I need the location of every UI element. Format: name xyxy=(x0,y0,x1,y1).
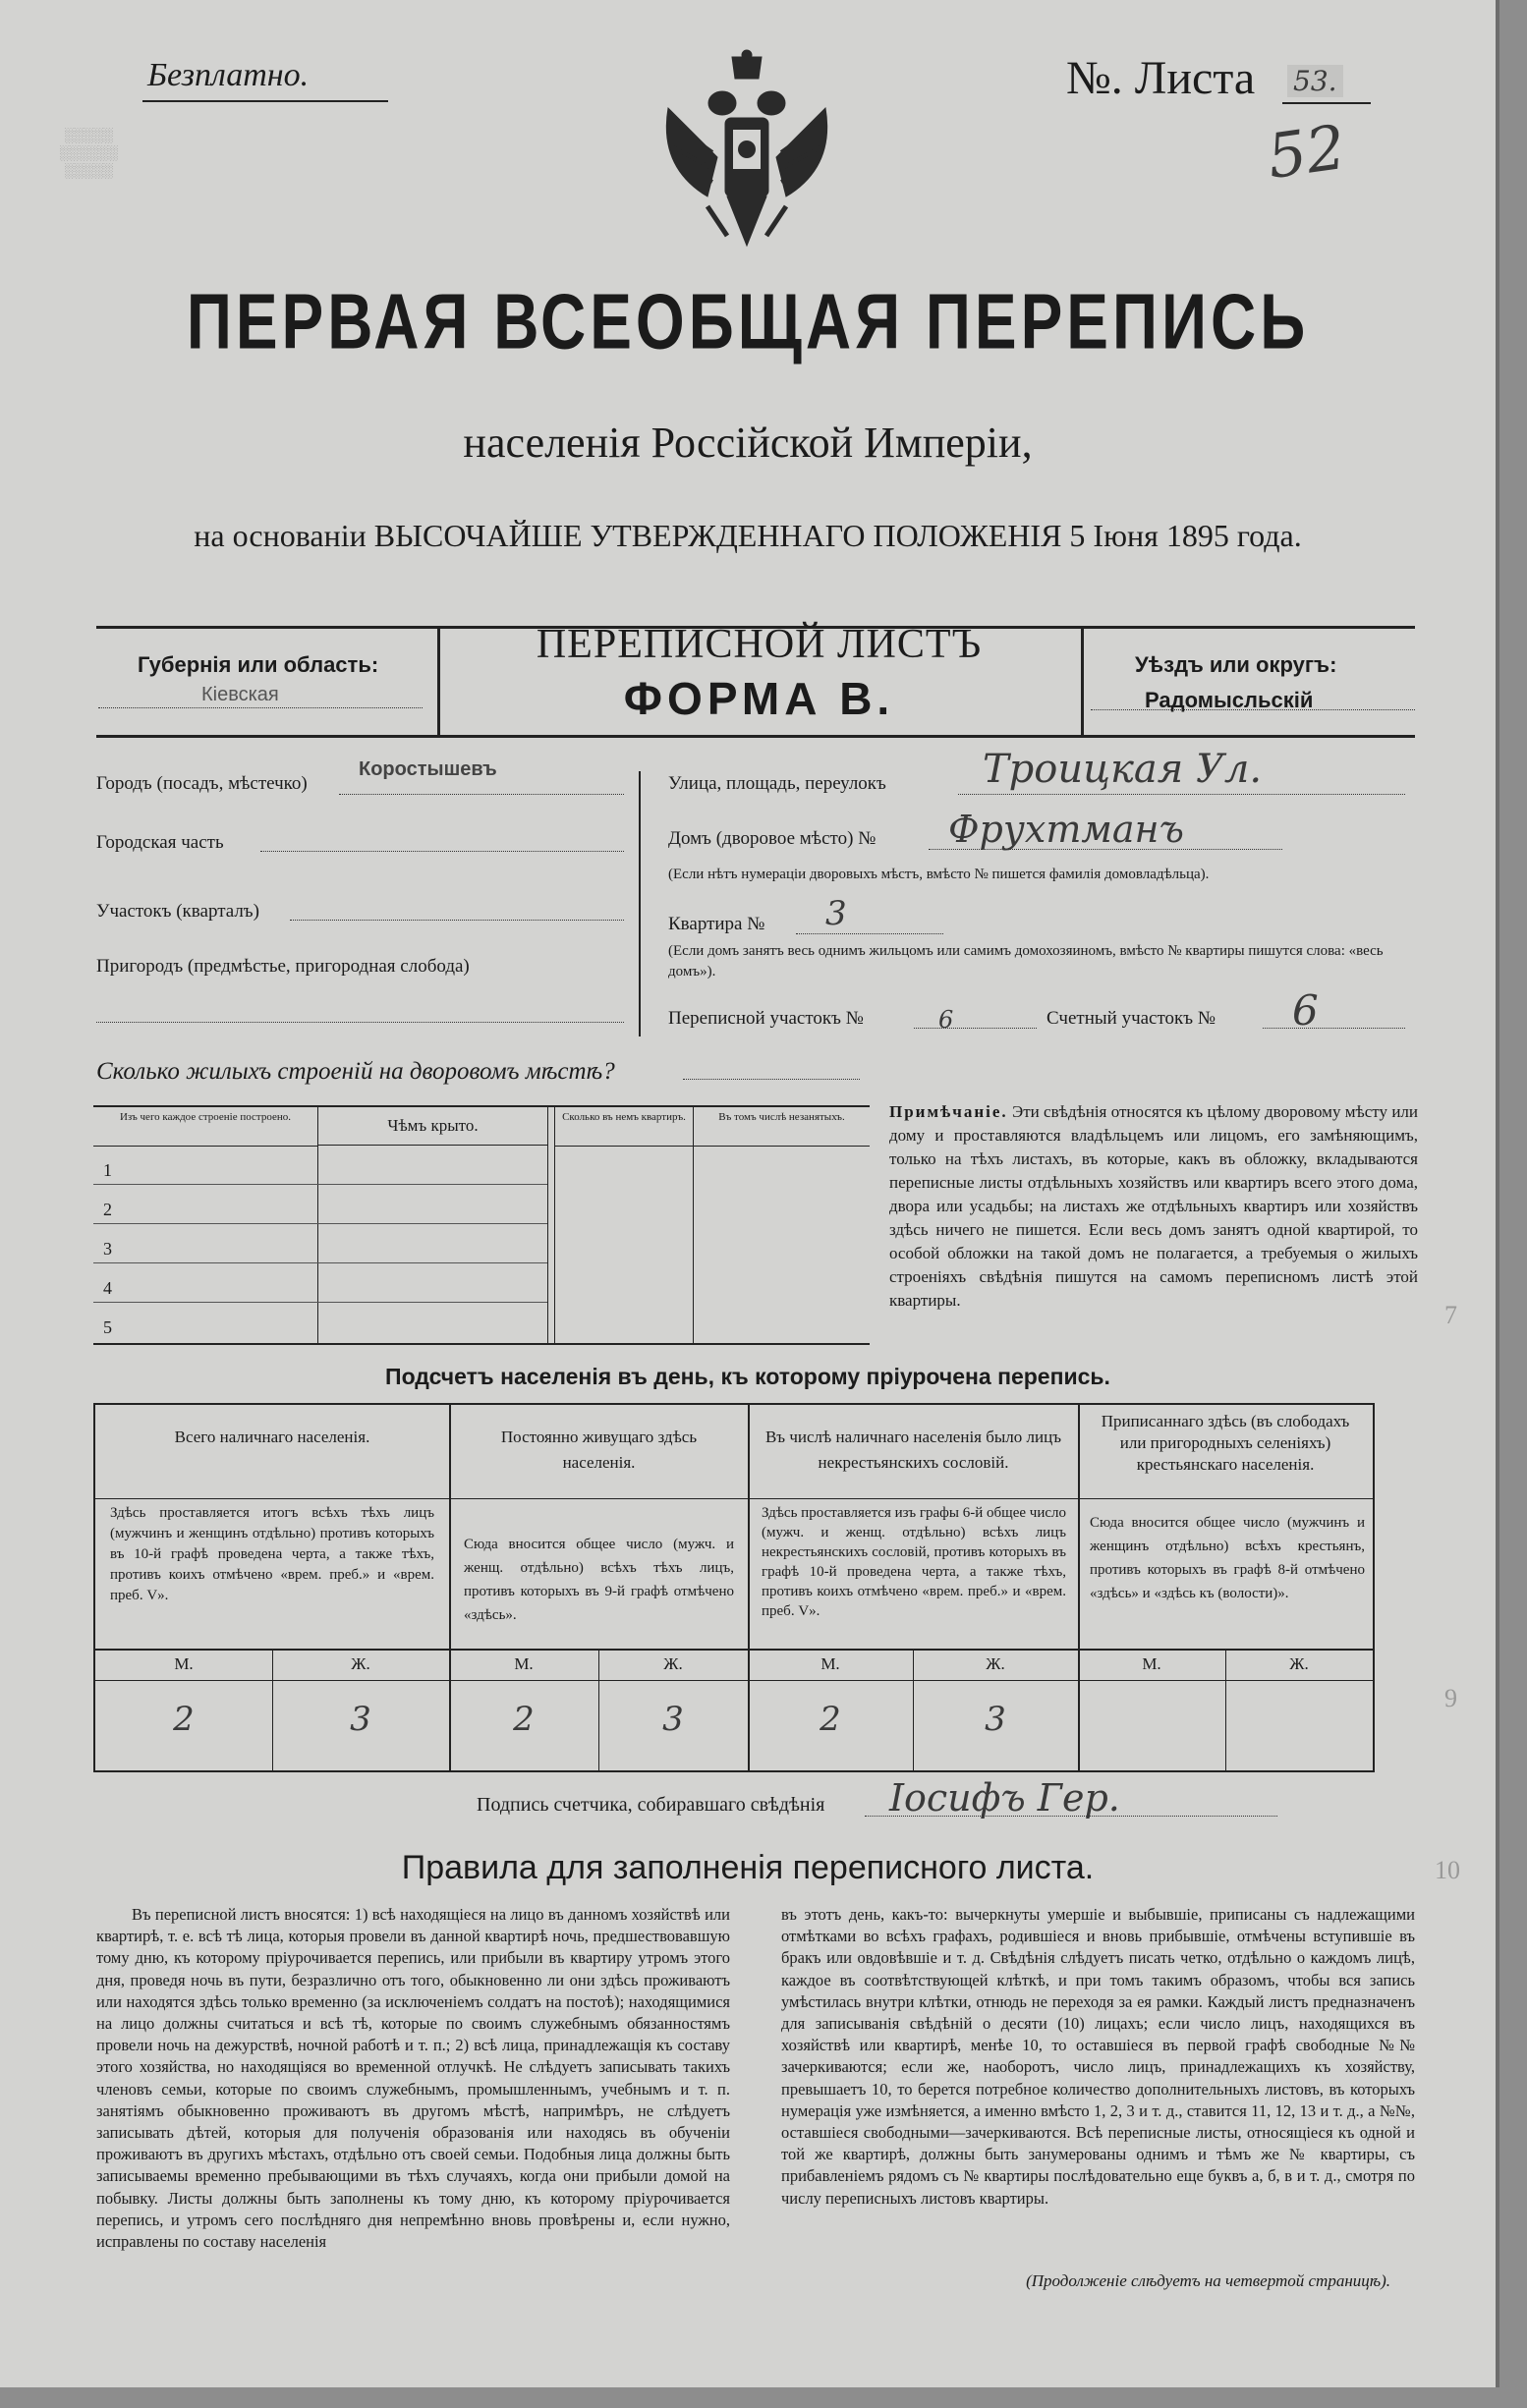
form-title: ФОРМА В. xyxy=(623,673,895,724)
page-title: ПЕРВАЯ ВСЕОБЩАЯ ПЕРЕПИСЬ xyxy=(186,277,1310,365)
sheet-number: 53. xyxy=(1287,65,1343,97)
suburb-label: Пригородъ (предмѣстье, пригородная слобода) xyxy=(96,956,470,977)
city-label: Городъ (посадъ, мѣстечко) xyxy=(96,773,308,794)
buildings-table xyxy=(93,1105,870,1345)
pop-col-desc: Сюда вносится общее число (мужчинъ и женщинъ отдѣльно) всѣхъ крестьянъ, противъ которыхъ въ графѣ 8-й отмѣчено «здѣсь» и «здѣсь къ (волости)». xyxy=(1090,1515,1365,1601)
buildings-row-rule xyxy=(93,1184,547,1185)
rules-continuation: (Продолженіе слѣдуетъ на четвертой страницѣ). xyxy=(1026,2271,1390,2290)
signature-line xyxy=(865,1816,1277,1817)
buildings-rule-a xyxy=(317,1145,318,1343)
pop-rule-title xyxy=(95,1498,1373,1499)
city-part-line xyxy=(260,851,624,852)
apartment-label: Квартира № xyxy=(668,914,765,934)
precinct-line xyxy=(290,920,624,921)
page-subtitle: населенія Россійской Имперіи, xyxy=(463,419,1033,467)
census-district-line xyxy=(914,1028,1037,1029)
street-line xyxy=(958,794,1405,795)
house-note: (Если нѣтъ нумераціи дворовыхъ мѣстъ, вмѣсто № пишется фамилія домовладѣльца). xyxy=(668,867,1210,882)
pop-m-label: М. xyxy=(820,1654,840,1673)
form-box-divider-right xyxy=(1081,626,1084,735)
buildings-col-roof: Чѣмъ крыто. xyxy=(318,1107,547,1146)
pop-col-title: Въ числѣ наличнаго населенія было лицъ некрестьянскихъ сословій. xyxy=(764,1428,1062,1472)
pop-count-m: 2 xyxy=(513,1700,535,1739)
apartment-note: (Если домъ занятъ весь однимъ жильцомъ или самимъ домохозяиномъ, вмѣсто № квартиры пишутся слова: «весь домъ»). xyxy=(668,943,1384,980)
buildings-col-material: Изъ чего каждое строеніе построено. xyxy=(93,1107,318,1147)
apartment-value: 3 xyxy=(825,894,847,933)
district-label: Уѣздъ или округъ: xyxy=(1135,652,1337,677)
pop-count-f: 3 xyxy=(985,1700,1006,1739)
page-basis: на основаніи ВЫСОЧАЙШЕ УТВЕРЖДЕННАГО ПОЛОЖЕНІЯ 5 Іюня 1895 года. xyxy=(194,518,1302,553)
rules-right-column: въ этотъ день, какъ-то: вычеркнуты умершіе и выбывшіе, приписаны съ надлежащими отмѣтками во всѣхъ графахъ, родившіеся и вновь прибывшіе, отмѣчены вступившіе въ бракъ или овдовѣвшіе и т. д. Свѣдѣнія слѣдуетъ писать четко, отдѣльно о каждомъ лицѣ, каждое въ соотвѣтствующей клѣткѣ, и при томъ такимъ образомъ, чтобы вся запись умѣстилась внутри клѣтки, отнюдь не переходя за ея рамки. Каждый листъ предназначенъ для записыванія свѣдѣній о десяти (10) лицахъ; если число лицъ, находящихся въ хозяйствѣ или квартирѣ, менѣе 10, то оставшіеся въ первой графѣ свободные №№ зачеркиваются; если же, наоборотъ, число лицъ, принадлежащихъ къ хозяйству, превышаетъ 10, то берется потребное количество дополнительныхъ листовъ, въ которыхъ нумерація уже измѣняется, а именно вмѣсто 1, 2, 3 и т. д., ставится 11, 12, 13 и т. д., а №№, оставшіеся свободными—зачеркиваются. Всѣ переписные листы, относящіеся къ одной и той же квартирѣ, должны быть занумерованы однимъ и тѣмъ же № квартиры, съ прибавленіемъ рядомъ съ № квартиры послѣдовательно еще буквъ а, б, в и т. д., смотря по числу переписныхъ листовъ квартиры. xyxy=(781,1905,1415,2208)
signature-value: Іосифъ Гер. xyxy=(889,1776,1120,1820)
note-block xyxy=(889,1100,1418,1313)
sheet-handwritten-number: 52 xyxy=(1263,110,1350,194)
house-value: Фрухтманъ xyxy=(948,808,1184,851)
bleed-through-text: 10 xyxy=(1435,1856,1460,1884)
pop-col-title: Всего наличнаго населенія. xyxy=(174,1428,370,1446)
pop-divider xyxy=(1078,1405,1080,1770)
note-text: Эти свѣдѣнія относятся къ цѣлому дворовому мѣсту или дому и проставляются владѣльцемъ или лицомъ, его замѣняющимъ, только на тѣхъ листахъ, въ которые, какъ въ обложку, вкладываются переписные листы отдѣльныхъ хозяйствъ или квартиръ всего этого дома, двора или усадьбы; на листахъ же отдѣльныхъ квартиръ или хозяйствъ здѣсь ничего не пишется. Если весь домъ занятъ одной квартирой, то особой обложки на такой домъ не полагается, а требуемыя о жилыхъ строеніяхъ свѣдѣнія пишутся на самомъ переписномъ листѣ этой квартиры. xyxy=(889,1102,1418,1310)
free-label: Безплатно. xyxy=(147,57,310,93)
buildings-row-rule xyxy=(93,1262,547,1263)
pop-col-desc: Здѣсь проставляется итогъ всѣхъ тѣхъ лицъ (мужчинъ и женщинъ отдѣльно) противъ которыхъ въ 10-й графѣ проведена черта, а также тѣхъ, противъ коихъ отмѣчено «врем. преб.» и «врем. преб. V». xyxy=(110,1505,434,1603)
counting-district-label: Счетный участокъ № xyxy=(1046,1008,1216,1029)
buildings-row: 1 xyxy=(103,1160,112,1180)
buildings-col-vacant: Въ томъ числѣ незанятыхъ. xyxy=(694,1107,870,1147)
house-line xyxy=(929,849,1282,850)
pop-f-label: Ж. xyxy=(663,1654,683,1673)
pop-m-label: М. xyxy=(174,1654,194,1673)
sheet-label: №. Листа xyxy=(1066,52,1256,104)
free-underline xyxy=(142,100,388,102)
population-table xyxy=(93,1403,1375,1772)
province-label: Губернія или область: xyxy=(138,652,379,677)
counting-district-line xyxy=(1263,1028,1405,1029)
province-line xyxy=(98,707,423,708)
street-label: Улица, площадь, переулокъ xyxy=(668,773,886,794)
census-district-value: 6 xyxy=(938,1006,954,1034)
buildings-row-rule xyxy=(93,1302,547,1303)
pop-col-desc: Сюда вносится общее число (мужч. и женщ. отдѣльно) всѣхъ тѣхъ лицъ, противъ которыхъ въ 9-й графѣ отмѣчено «здѣсь». xyxy=(464,1537,734,1623)
apartment-line xyxy=(796,933,943,934)
pop-count-f: 3 xyxy=(662,1700,684,1739)
form-box-bottom-rule xyxy=(96,735,1415,738)
district-value: Радомысльскій xyxy=(1145,688,1314,712)
rules-title: Правила для заполненія переписного листа. xyxy=(401,1849,1095,1886)
province-value: Кіевская xyxy=(201,684,279,705)
pop-m-label: М. xyxy=(514,1654,534,1673)
imperial-eagle-emblem xyxy=(649,49,845,265)
buildings-row-rule xyxy=(93,1223,547,1224)
district-line xyxy=(1091,709,1415,710)
buildings-row: 2 xyxy=(103,1200,112,1219)
buildings-col-apartments: Сколько въ немъ квартиръ. xyxy=(555,1107,694,1147)
sheet-underline xyxy=(1282,102,1371,104)
city-part-label: Городская часть xyxy=(96,832,224,853)
census-district-label: Переписной участокъ № xyxy=(668,1008,864,1029)
pop-count-m: 2 xyxy=(820,1700,841,1739)
sheet-title: ПЕРЕПИСНОЙ ЛИСТЪ xyxy=(536,622,983,667)
pop-rule-mf xyxy=(95,1680,1373,1681)
pop-f-label: Ж. xyxy=(351,1654,370,1673)
counting-district-value: 6 xyxy=(1292,986,1319,1035)
buildings-question-line xyxy=(683,1079,860,1080)
house-label: Домъ (дворовое мѣсто) № xyxy=(668,828,877,849)
buildings-row: 3 xyxy=(103,1239,112,1259)
precinct-label: Участокъ (кварталъ) xyxy=(96,901,259,922)
bleed-through-text: ░░░░░ ░░░░░░ ░░░░░ xyxy=(59,129,118,179)
rules-left-column: Въ переписной листъ вносятся: 1) всѣ находящіеся на лицо въ данномъ хозяйствѣ или квартирѣ, т. е. всѣ тѣ лица, которыя провели въ данной квартирѣ ночь, предшествовавшую тому дню, къ которому пріурочивается перепись, или прибыли въ квартиру утромъ этого дня, проведя ночь въ пути, безразлично отъ того, обыкновенно ли они здѣсь проживаютъ или находятся здѣсь только временно (за исключеніемъ солдатъ на постоѣ); находящимися на лицо должны считаться и всѣ тѣ, которые по своимъ служебнымъ обязанностямъ провели ночь на дежурствѣ, ночной работѣ и т. п.; 2) всѣ лица, принадлежащія къ составу этого хозяйства, но находящіяся во временной отлучкѣ. Не слѣдуетъ записывать такихъ членовъ семьи, которые по своимъ служебнымъ, промышленнымъ, учебнымъ и т. п. занятіямъ обыкновенно проживаютъ въ другомъ мѣстѣ, напримѣръ, не слѣдуетъ записывать дѣтей, которыя для полученія образованія или находясь въ обученіи проживаютъ въ другихъ мѣстахъ, отдѣльно отъ своей семьи. Подобныя лица должны быть записываемы временно пребывающими въ тѣхъ случаяхъ, когда они прибыли домой на побывку. Листы должны быть заполнены къ тому дню, къ которому пріурочивается перепись, и утромъ сего послѣдняго дня непремѣнно вновь провѣрены и, если нужно, исправлены по составу населенія xyxy=(96,1905,730,2252)
buildings-rule-b xyxy=(693,1145,694,1343)
pop-f-label: Ж. xyxy=(986,1654,1005,1673)
pop-count-m: 2 xyxy=(173,1700,195,1739)
bleed-through-text: 9 xyxy=(1444,1684,1457,1712)
suburb-line xyxy=(96,1022,624,1023)
address-divider xyxy=(639,771,641,1036)
pop-rule-desc xyxy=(95,1649,1373,1651)
buildings-row: 5 xyxy=(103,1317,112,1337)
buildings-row: 4 xyxy=(103,1278,112,1298)
pop-f-label: Ж. xyxy=(1289,1654,1309,1673)
buildings-double-rule xyxy=(547,1107,555,1343)
city-line xyxy=(339,794,624,795)
pop-col-title: Приписаннаго здѣсь (въ слободахъ или пригородныхъ селеніяхъ) крестьянскаго населенія. xyxy=(1101,1412,1350,1474)
signature-label: Подпись счетчика, собиравшаго свѣдѣнія xyxy=(477,1794,825,1816)
population-heading: Подсчетъ населенія въ день, къ которому пріурочена перепись. xyxy=(385,1364,1110,1389)
city-value: Коростышевъ xyxy=(359,758,497,780)
pop-m-label: М. xyxy=(1142,1654,1161,1673)
pop-col-desc: Здѣсь проставляется изъ графы 6-й общее число (мужч. и женщ. отдѣльно) всѣхъ лицъ некрестьянскихъ сословій, противъ которыхъ въ графѣ 10-й проведена черта, а также тѣхъ, противъ коихъ отмѣчено «врем. преб.» и «врем. преб. V». xyxy=(762,1505,1066,1619)
pop-col-title: Постоянно живущаго здѣсь населенія. xyxy=(500,1428,698,1472)
buildings-question: Сколько жилыхъ строеній на дворовомъ мѣстѣ? xyxy=(96,1058,615,1085)
pop-count-f: 3 xyxy=(350,1700,371,1739)
bleed-through-text: 7 xyxy=(1444,1301,1457,1329)
buildings-rows xyxy=(103,1150,112,1347)
note-title: Примѣчаніе. xyxy=(889,1102,1008,1121)
street-value: Троицкая Ул. xyxy=(983,747,1263,792)
